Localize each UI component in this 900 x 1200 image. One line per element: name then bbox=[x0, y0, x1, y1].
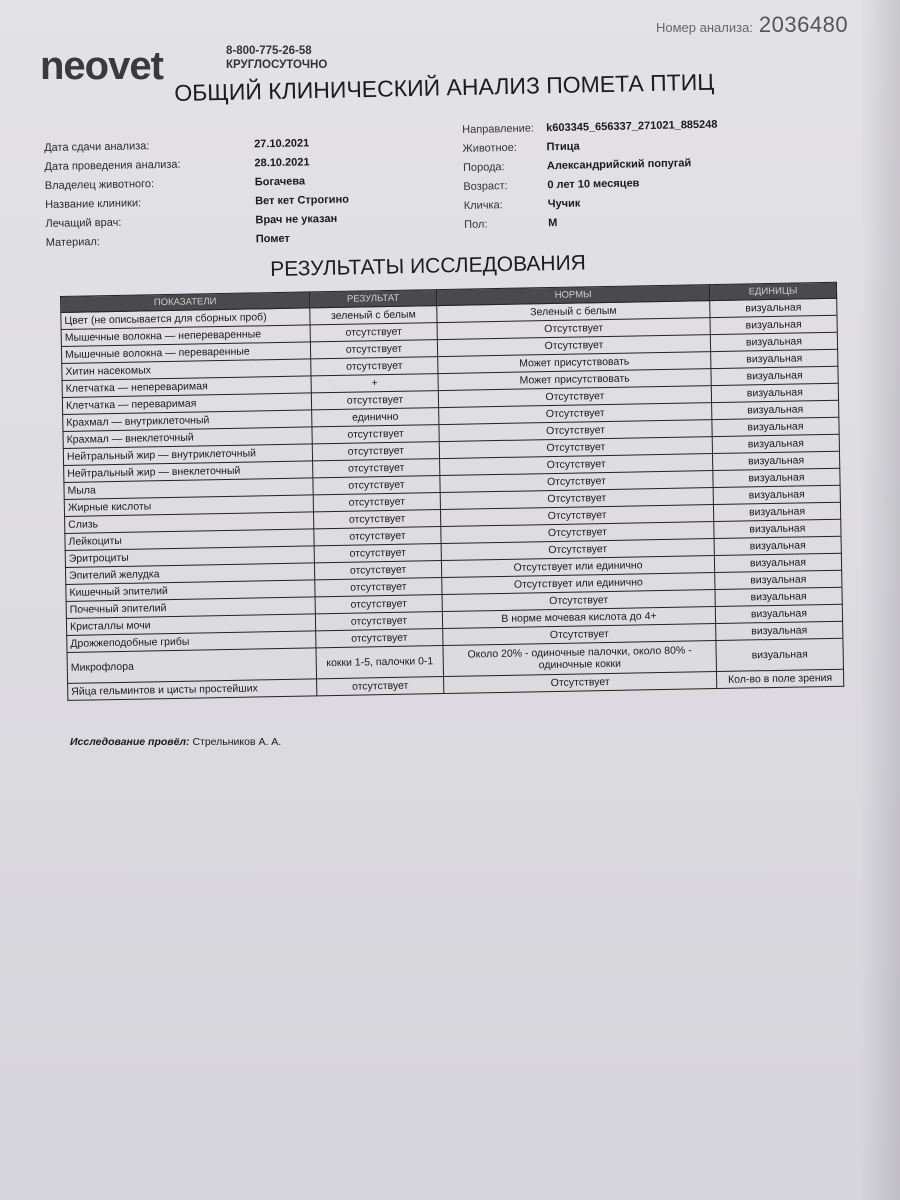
result-cell: единично bbox=[312, 408, 439, 427]
norm-cell: Отсутствует bbox=[440, 488, 713, 510]
result-cell: отсутствует bbox=[315, 578, 442, 597]
parameter-cell: Клетчатка — переваримая bbox=[62, 393, 311, 415]
parameter-cell: Мышечные волокна — переваренные bbox=[61, 342, 310, 364]
info-right-value: k603345_656337_271021_885248 bbox=[546, 118, 718, 134]
header-norms: НОРМЫ bbox=[436, 285, 709, 306]
parameter-cell: Дрожжеподобные грибы bbox=[67, 631, 316, 653]
result-cell: отсутствует bbox=[313, 510, 440, 529]
info-right-label: Возраст: bbox=[463, 179, 508, 193]
info-right-label: Пол: bbox=[464, 217, 488, 231]
info-right-value: 0 лет 10 месяцев bbox=[547, 176, 640, 191]
info-left-value: Врач не указан bbox=[255, 212, 338, 226]
result-cell: отсутствует bbox=[316, 629, 443, 648]
phone-note: КРУГЛОСУТОЧНО bbox=[226, 59, 328, 71]
norm-cell: Отсутствует bbox=[443, 624, 716, 646]
unit-cell: визуальная bbox=[712, 400, 839, 419]
norm-cell: Отсутствует bbox=[439, 437, 712, 459]
result-cell: зеленый с белым bbox=[310, 306, 437, 325]
phone-number: 8-800-775-26-58 bbox=[226, 45, 312, 57]
parameter-cell: Нейтральный жир — внутриклеточный bbox=[63, 444, 312, 466]
parameter-cell: Яйца гельминтов и цисты простейших bbox=[68, 679, 317, 701]
result-cell: отсутствует bbox=[311, 391, 438, 410]
norm-cell: Отсутствует bbox=[439, 403, 712, 425]
parameter-cell: Крахмал — внеклеточный bbox=[63, 427, 312, 449]
parameter-cell: Кристаллы мочи bbox=[66, 614, 315, 636]
parameter-cell: Мышечные волокна — непереваренные bbox=[61, 325, 310, 347]
info-left-label: Дата сдачи анализа: bbox=[44, 139, 150, 154]
document-title: ОБЩИЙ КЛИНИЧЕСКИЙ АНАЛИЗ ПОМЕТА ПТИЦ bbox=[174, 68, 715, 106]
info-right-label: Направление: bbox=[462, 121, 535, 136]
result-cell: отсутствует bbox=[313, 493, 440, 512]
signature-line bbox=[70, 736, 281, 748]
info-left-block bbox=[44, 132, 366, 252]
info-right-label: Порода: bbox=[462, 160, 505, 174]
info-right-value: Чучик bbox=[547, 197, 581, 210]
parameter-cell: Клетчатка — непереваримая bbox=[62, 376, 311, 398]
parameter-cell: Эритроциты bbox=[65, 546, 314, 568]
info-left-label: Название клиники: bbox=[45, 196, 142, 211]
norm-cell: Отсутствует bbox=[438, 386, 711, 408]
result-cell: отсутствует bbox=[310, 323, 437, 342]
result-cell: + bbox=[311, 374, 438, 393]
unit-cell: визуальная bbox=[710, 315, 837, 334]
parameter-cell: Жирные кислоты bbox=[64, 495, 313, 517]
info-left-value: 27.10.2021 bbox=[254, 136, 310, 150]
info-right-value: Птица bbox=[546, 140, 580, 153]
parameter-cell: Крахмал — внутриклеточный bbox=[63, 410, 312, 432]
result-cell: отсутствует bbox=[315, 595, 442, 614]
norm-cell: Отсутствует или единично bbox=[441, 556, 714, 578]
unit-cell: визуальная bbox=[710, 298, 837, 317]
norm-cell: Отсутствует bbox=[439, 420, 712, 442]
parameter-cell: Лейкоциты bbox=[65, 529, 314, 551]
info-left-value: Вет кет Строгино bbox=[255, 193, 349, 207]
parameter-cell: Мыла bbox=[64, 478, 313, 500]
unit-cell: визуальная bbox=[712, 451, 839, 470]
result-cell: отсутствует bbox=[317, 677, 444, 696]
norm-cell: Отсутствует bbox=[437, 318, 710, 340]
results-table bbox=[60, 282, 844, 701]
result-cell: отсутствует bbox=[314, 544, 441, 563]
result-cell: отсутствует bbox=[311, 357, 438, 376]
norm-cell: В норме мочевая кислота до 4+ bbox=[442, 607, 715, 629]
unit-cell: визуальная bbox=[713, 468, 840, 487]
parameter-cell: Кишечный эпителий bbox=[66, 580, 315, 602]
result-cell: отсутствует bbox=[313, 476, 440, 495]
signature-name: Стрельников А. А. bbox=[192, 736, 282, 748]
result-cell: отсутствует bbox=[315, 612, 442, 631]
unit-cell: визуальная bbox=[713, 485, 840, 504]
norm-cell: Отсутствует bbox=[437, 335, 710, 357]
norm-cell: Около 20% - одиночные палочки, около 80% - одиночные кокки bbox=[443, 641, 717, 677]
result-cell: отсутствует bbox=[312, 425, 439, 444]
norm-cell: Отсутствует bbox=[442, 590, 715, 612]
info-right-value: Александрийский попугай bbox=[546, 156, 692, 172]
norm-cell: Отсутствует bbox=[440, 454, 713, 476]
info-left-value: Богачева bbox=[254, 174, 306, 188]
unit-cell: визуальная bbox=[712, 434, 839, 453]
parameter-cell: Хитин насекомых bbox=[62, 359, 311, 381]
unit-cell: визуальная bbox=[715, 570, 842, 589]
analysis-number bbox=[656, 12, 848, 38]
unit-cell: визуальная bbox=[711, 366, 838, 385]
results-title: РЕЗУЛЬТАТЫ ИССЛЕДОВАНИЯ bbox=[270, 251, 587, 281]
analysis-number-label: Номер анализа: bbox=[656, 20, 753, 35]
results-table-wrapper bbox=[60, 282, 844, 701]
norm-cell: Зеленый с белым bbox=[437, 301, 710, 323]
result-cell: отсутствует bbox=[313, 459, 440, 478]
parameter-cell: Слизь bbox=[65, 512, 314, 534]
header-units: ЕДИНИЦЫ bbox=[709, 282, 836, 300]
parameter-cell: Цвет (не описывается для сборных проб) bbox=[61, 308, 310, 330]
info-right-value: М bbox=[548, 216, 558, 229]
result-cell: кокки 1-5, палочки 0-1 bbox=[316, 646, 444, 679]
info-left-label: Владелец животного: bbox=[44, 177, 155, 192]
unit-cell: визуальная bbox=[715, 587, 842, 606]
result-cell: отсутствует bbox=[310, 340, 437, 359]
unit-cell: визуальная bbox=[716, 621, 843, 640]
norm-cell: Отсутствует или единично bbox=[442, 573, 715, 595]
unit-cell: визуальная bbox=[712, 417, 839, 436]
info-left-value: Помет bbox=[255, 232, 290, 245]
header-result: РЕЗУЛЬТАТ bbox=[309, 290, 436, 308]
result-cell: отсутствует bbox=[312, 442, 439, 461]
unit-cell: Кол-во в поле зрения bbox=[716, 669, 843, 688]
analysis-number-value: 2036480 bbox=[758, 12, 849, 37]
info-right-block bbox=[462, 112, 824, 234]
header-parameter: ПОКАЗАТЕЛИ bbox=[61, 292, 310, 313]
unit-cell: визуальная bbox=[714, 536, 841, 555]
norm-cell: Отсутствует bbox=[441, 522, 714, 544]
result-cell: отсутствует bbox=[314, 561, 441, 580]
norm-cell: Может присутствовать bbox=[438, 369, 711, 391]
info-left-label: Дата проведения анализа: bbox=[44, 158, 181, 173]
unit-cell: визуальная bbox=[714, 553, 841, 572]
signature-label: Исследование провёл: bbox=[70, 736, 190, 748]
unit-cell: визуальная bbox=[715, 604, 842, 623]
unit-cell: визуальная bbox=[714, 519, 841, 538]
page-shadow bbox=[860, 0, 900, 1200]
unit-cell: визуальная bbox=[713, 502, 840, 521]
unit-cell: визуальная bbox=[716, 638, 844, 671]
norm-cell: Отсутствует bbox=[440, 471, 713, 493]
info-left-label: Лечащий врач: bbox=[45, 216, 122, 230]
contact-block bbox=[226, 44, 327, 72]
norm-cell: Может присутствовать bbox=[438, 352, 711, 374]
neovet-logo: neovet bbox=[40, 44, 163, 88]
parameter-cell: Микрофлора bbox=[67, 648, 317, 684]
unit-cell: визуальная bbox=[711, 383, 838, 402]
unit-cell: визуальная bbox=[710, 332, 837, 351]
info-right-label: Животное: bbox=[462, 141, 518, 155]
unit-cell: визуальная bbox=[711, 349, 838, 368]
parameter-cell: Нейтральный жир — внеклеточный bbox=[64, 461, 313, 483]
info-left-label: Материал: bbox=[45, 235, 100, 249]
info-left-value: 28.10.2021 bbox=[254, 155, 310, 169]
info-right-label: Кличка: bbox=[463, 198, 503, 212]
norm-cell: Отсутствует bbox=[444, 672, 717, 694]
norm-cell: Отсутствует bbox=[440, 505, 713, 527]
parameter-cell: Эпителий желудка bbox=[65, 563, 314, 585]
parameter-cell: Почечный эпителий bbox=[66, 597, 315, 619]
result-cell: отсутствует bbox=[314, 527, 441, 546]
norm-cell: Отсутствует bbox=[441, 539, 714, 561]
